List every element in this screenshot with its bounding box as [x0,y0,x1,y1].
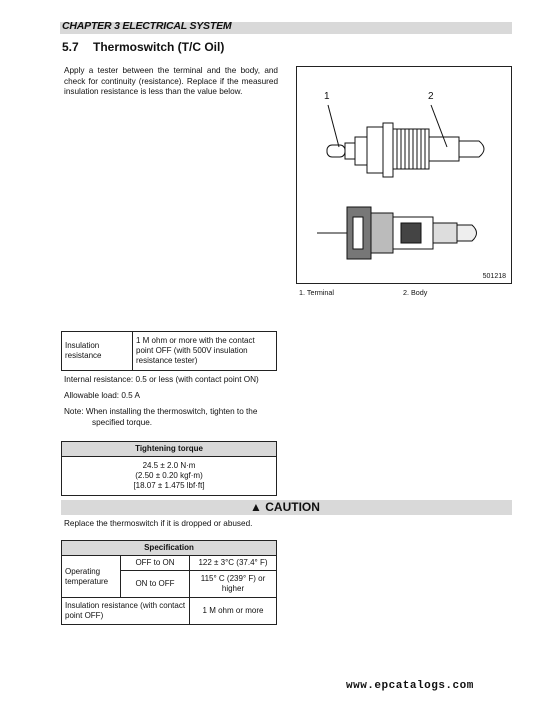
thermoswitch-figure [296,66,512,284]
torque-kgfm: (2.50 ± 0.20 kgf·m) [135,471,203,480]
spec-header: Specification [62,541,277,556]
table-row [62,556,277,571]
torque-header: Tightening torque [62,442,277,457]
section-number: 5.7 [62,40,79,54]
torque-table [61,441,277,496]
off-on-value: 122 ± 3°C (37.4° F) [190,556,277,571]
table-row [62,541,277,556]
install-note: Note: When installing the thermoswitch, tighten to the specified torque. [64,407,258,427]
caption-terminal: 1. Terminal [299,288,335,297]
table-row [62,442,277,457]
allowable-load: Allowable load: 0.5 A [64,391,141,400]
caption-body: 2. Body [403,288,428,297]
on-off-label: ON to OFF [121,571,190,598]
torque-nm: 24.5 ± 2.0 N·m [142,461,196,470]
intro-paragraph: Apply a tester between the terminal and the body, and check for continuity (resistance). Replace if the measured insulation resistance is less than the value below. [64,66,278,96]
callout-1: 1 [324,91,330,102]
torque-lbfft: [18.07 ± 1.475 lbf·ft] [133,481,205,490]
section-title: Thermoswitch (T/C Oil) [93,40,225,54]
torque-values [62,457,277,496]
caution-title: CAUTION [265,500,320,514]
spec-table [61,540,277,625]
callout-2: 2 [428,91,434,102]
caution-heading [250,500,320,514]
on-off-value: 115° C (239° F) or higher [190,571,277,598]
ins-label: Insulation resistance (with contact point OFF) [62,598,190,625]
insulation-table [61,331,277,371]
caution-text: Replace the thermoswitch if it is dropped or abused. [64,519,253,528]
off-on-label: OFF to ON [121,556,190,571]
table-row [62,332,277,371]
table-row [62,598,277,625]
chapter-title: CHAPTER 3 ELECTRICAL SYSTEM [62,20,232,32]
footer-url: www.epcatalogs.com [346,680,474,692]
figure-code: 501218 [482,273,506,280]
insulation-label: Insulation resistance [62,332,133,371]
insulation-value: 1 M ohm or more with the contact point OFF (with 500V insulation resistance tester) [133,332,277,371]
ins-value: 1 M ohm or more [190,598,277,625]
table-row [62,457,277,496]
internal-resistance: Internal resistance: 0.5 or less (with contact point ON) [64,375,259,384]
op-temp-label: Operating temperature [62,556,121,598]
warning-triangle-icon: ▲ [250,500,262,514]
